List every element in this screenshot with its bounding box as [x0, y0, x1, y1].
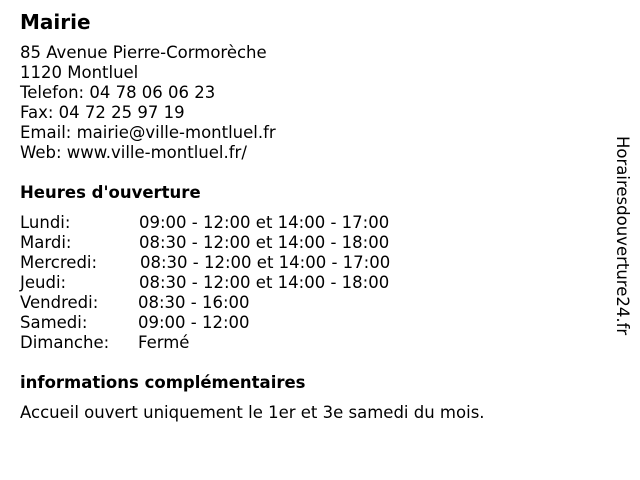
- site-watermark: Horairesdouverture24.fr: [613, 136, 632, 336]
- email-address: Email: mairie@ville-montluel.fr: [20, 123, 276, 142]
- time-range: 09:00 - 12:00 et 14:00 - 17:00: [139, 213, 390, 232]
- day-label: Jeudi:: [20, 273, 67, 292]
- time-range: 08:30 - 12:00 et 14:00 - 18:00: [139, 273, 390, 292]
- day-label: Mardi:: [20, 233, 72, 252]
- time-range: 08:30 - 16:00: [138, 293, 250, 312]
- additional-info-text: Accueil ouvert uniquement le 1er et 3e samedi du mois.: [20, 403, 485, 422]
- page-title: Mairie: [20, 10, 91, 34]
- website: Web: www.ville-montluel.fr/: [20, 143, 247, 162]
- day-label: Vendredi:: [20, 293, 99, 312]
- city: 1120 Montluel: [20, 63, 139, 82]
- day-label: Samedi:: [20, 313, 88, 332]
- time-range: 09:00 - 12:00: [138, 313, 250, 332]
- address-block: [20, 43, 276, 163]
- time-range: 08:30 - 12:00 et 14:00 - 17:00: [140, 253, 391, 272]
- street-address: 85 Avenue Pierre-Cormorèche: [20, 43, 267, 62]
- additional-info-heading: informations complémentaires: [20, 373, 306, 392]
- phone-number: Telefon: 04 78 06 06 23: [20, 83, 216, 102]
- fax-number: Fax: 04 72 25 97 19: [20, 103, 185, 122]
- day-label: Dimanche:: [20, 333, 110, 352]
- day-label: Mercredi:: [20, 253, 98, 272]
- opening-hours-heading: Heures d'ouverture: [20, 183, 201, 202]
- day-label: Lundi:: [20, 213, 71, 232]
- time-range: 08:30 - 12:00 et 14:00 - 18:00: [139, 233, 390, 252]
- time-range: Fermé: [138, 333, 190, 352]
